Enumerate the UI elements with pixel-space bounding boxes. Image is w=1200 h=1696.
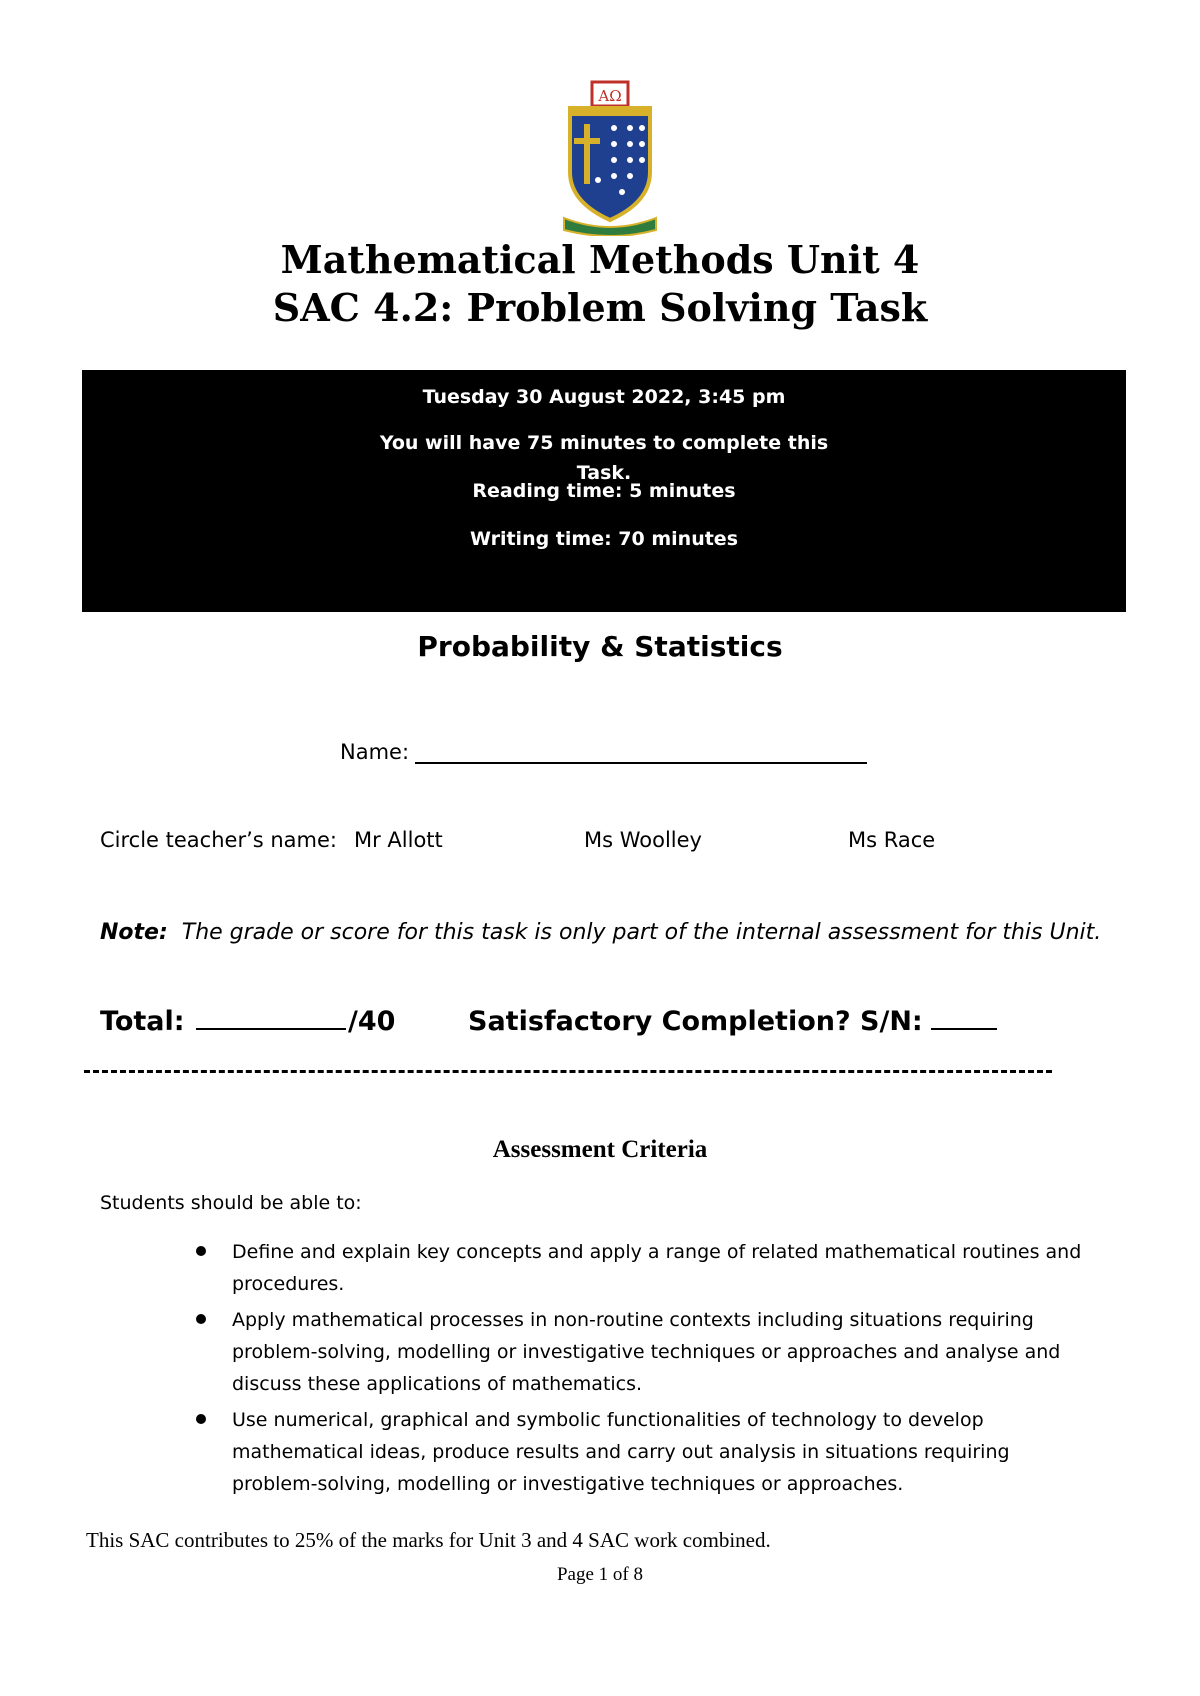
note-label: Note:	[100, 920, 168, 945]
exam-date: Tuesday 30 August 2022, 3:45 pm	[422, 386, 786, 408]
criteria-item-text: Use numerical, graphical and symbolic functionalities of technology to develop mathematical ideas, produce results and carry out analysis in situations requiring problem-solving, modelling or investigative techniques or approaches.	[232, 1409, 1010, 1495]
teacher-option-allott[interactable]: Mr Allott	[354, 828, 443, 852]
school-crest-logo	[558, 80, 662, 236]
criteria-item	[180, 1304, 1100, 1400]
total-score-field[interactable]	[196, 1004, 346, 1030]
footer-contribution-note: This SAC contributes to 25% of the marks for Unit 3 and 4 SAC work combined.	[86, 1528, 771, 1552]
page-number: Page 1 of 8	[556, 1564, 643, 1585]
criteria-item	[180, 1236, 1100, 1300]
teacher-option-race[interactable]: Ms Race	[848, 828, 936, 852]
note	[100, 920, 1101, 945]
satisfactory-field[interactable]	[931, 1004, 997, 1030]
teacher-option-woolley[interactable]: Ms Woolley	[584, 828, 702, 852]
name-label: Name:	[340, 740, 410, 764]
dashed-divider	[84, 1070, 1052, 1073]
reading-time: Reading time: 5 minutes	[472, 480, 736, 502]
teacher-label: Circle teacher’s name:	[100, 828, 337, 852]
total-score	[100, 1004, 395, 1037]
bullet-icon	[196, 1246, 206, 1256]
criteria-intro: Students should be able to:	[100, 1192, 362, 1214]
total-out-of: /40	[347, 1006, 396, 1037]
criteria-item	[180, 1404, 1100, 1500]
writing-time: Writing time: 70 minutes	[469, 528, 739, 550]
title-line-2: SAC 4.2: Problem Solving Task	[272, 285, 928, 330]
satisfactory-completion	[468, 1004, 997, 1037]
name-field[interactable]	[415, 740, 867, 764]
satisfactory-label: Satisfactory Completion? S/N:	[468, 1006, 923, 1037]
bullet-icon	[196, 1414, 206, 1424]
name-row	[340, 740, 867, 764]
note-text: The grade or score for this task is only part of the internal assessment for this Unit.	[181, 920, 1102, 945]
criteria-item-text: Apply mathematical processes in non-routine contexts including situations requiring problem-solving, modelling or investigative techniques or approaches and analyse and discuss these applications of mathematics.	[232, 1309, 1061, 1395]
bullet-icon	[196, 1314, 206, 1324]
total-label: Total:	[100, 1006, 185, 1037]
exam-duration: You will have 75 minutes to complete this Task.	[379, 432, 829, 484]
criteria-list	[180, 1236, 1100, 1504]
subject-heading: Probability & Statistics	[417, 630, 783, 663]
title-line-1: Mathematical Methods Unit 4	[280, 237, 920, 282]
criteria-heading: Assessment Criteria	[492, 1136, 708, 1163]
svg-text:AΩ: AΩ	[598, 87, 622, 105]
criteria-item-text: Define and explain key concepts and apply a range of related mathematical routines and procedures.	[232, 1241, 1082, 1295]
exam-info-box	[82, 370, 1126, 612]
